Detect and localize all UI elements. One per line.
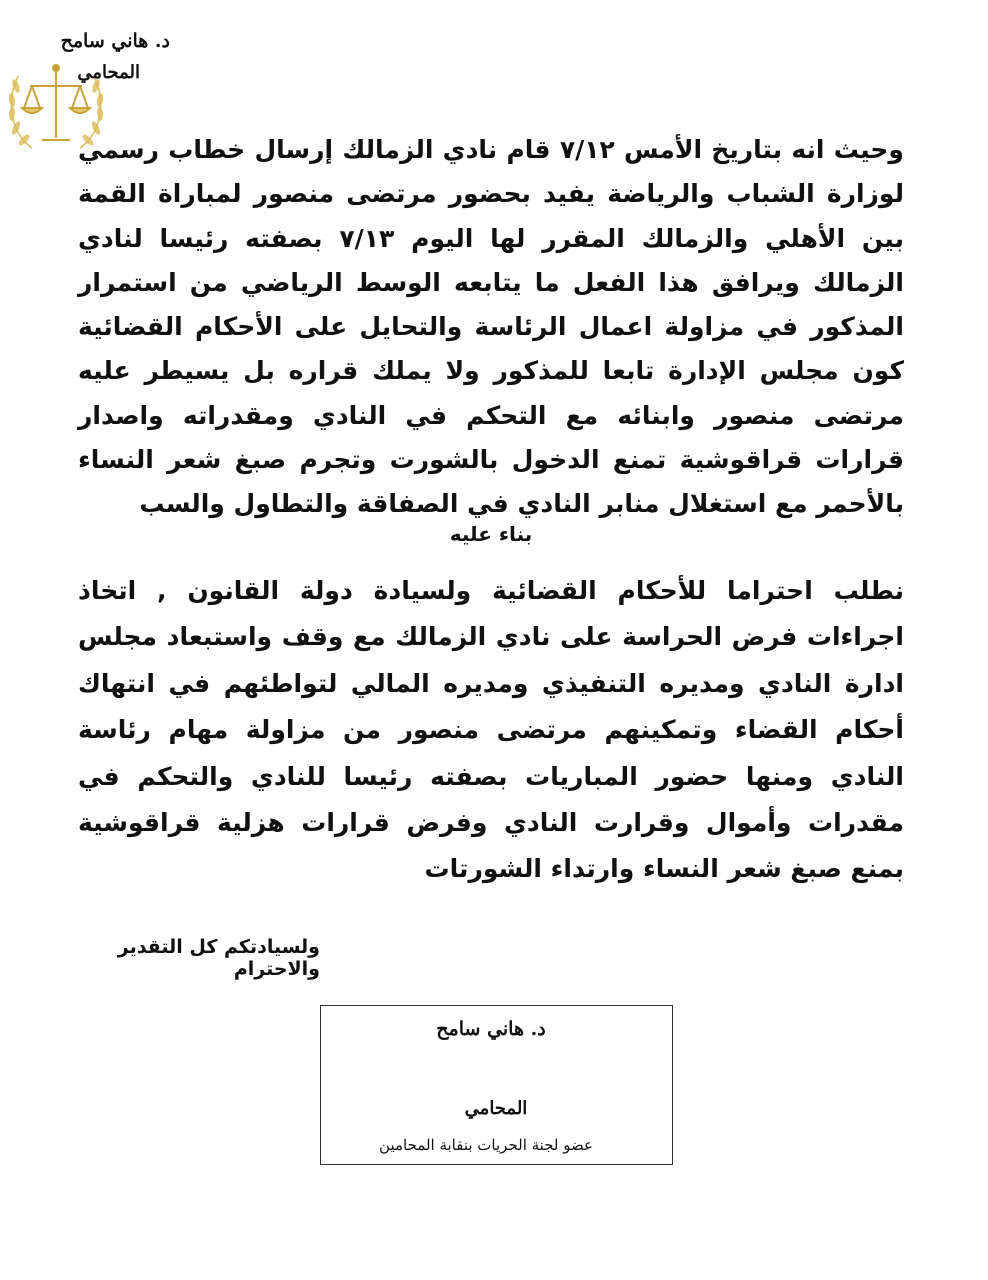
request-paragraph: نطلب احتراما للأحكام القضائية ولسيادة دولة القانون , اتخاذ اجراءات فرض الحراسة على نادي الزمالك مع وقف واستبعاد مجلس ادارة النادي ومديره التنفيذي ومديره المالي لتواطئهم في انتهاك أحكام القضاء وتمكينهم مرتضى منصور من مزاولة مهام رئاسة النادي ومنها حضور المباريات بصفته رئيسا للنادي والتحكم في مقدرات وأموال وقرارت النادي وفرض قرارات هزلية قراقوشية بمنع صبغ شعر النساء وارتداء الشورتات [78, 576, 904, 884]
header-lawyer-name: د. هاني سامح [60, 30, 170, 52]
signature-box [320, 1005, 673, 1165]
section-heading: بناء عليه [449, 522, 533, 546]
signature-name: د. هاني سامح [436, 1018, 546, 1040]
closing-line: ولسيادتكم كل التقدير والاحترام [117, 936, 320, 980]
header-lawyer-title: المحامي [77, 62, 140, 83]
body-paragraph: وحيث انه بتاريخ الأمس ٧/١٢ قام نادي الزمالك إرسال خطاب رسمي لوزارة الشباب والرياضة يفيد بحضور مرتضى منصور لمباراة القمة بين الأهلي والزمالك المقرر لها اليوم ٧/١٣ بصفته رئيسا لنادي الزمالك ويرافق هذا الفعل ما يتابعه الوسط الرياضي من استمرار المذكور في مزاولة اعمال الرئاسة والتحايل على الأحكام القضائية كون مجلس الإدارة تابعا للمذكور ولا يملك قراره بل يسيطر عليه مرتضى منصور وابنائه مع التحكم في النادي ومقدراته واصدار قرارات قراقوشية تمنع الدخول بالشورت وتجرم صبغ شعر النساء بالأحمر مع استغلال منابر النادي في الصفاقة والتطاول والسب [78, 135, 904, 519]
signature-membership: عضو لجنة الحريات بنقابة المحامين [379, 1136, 593, 1154]
signature-title: المحامي [464, 1098, 528, 1119]
